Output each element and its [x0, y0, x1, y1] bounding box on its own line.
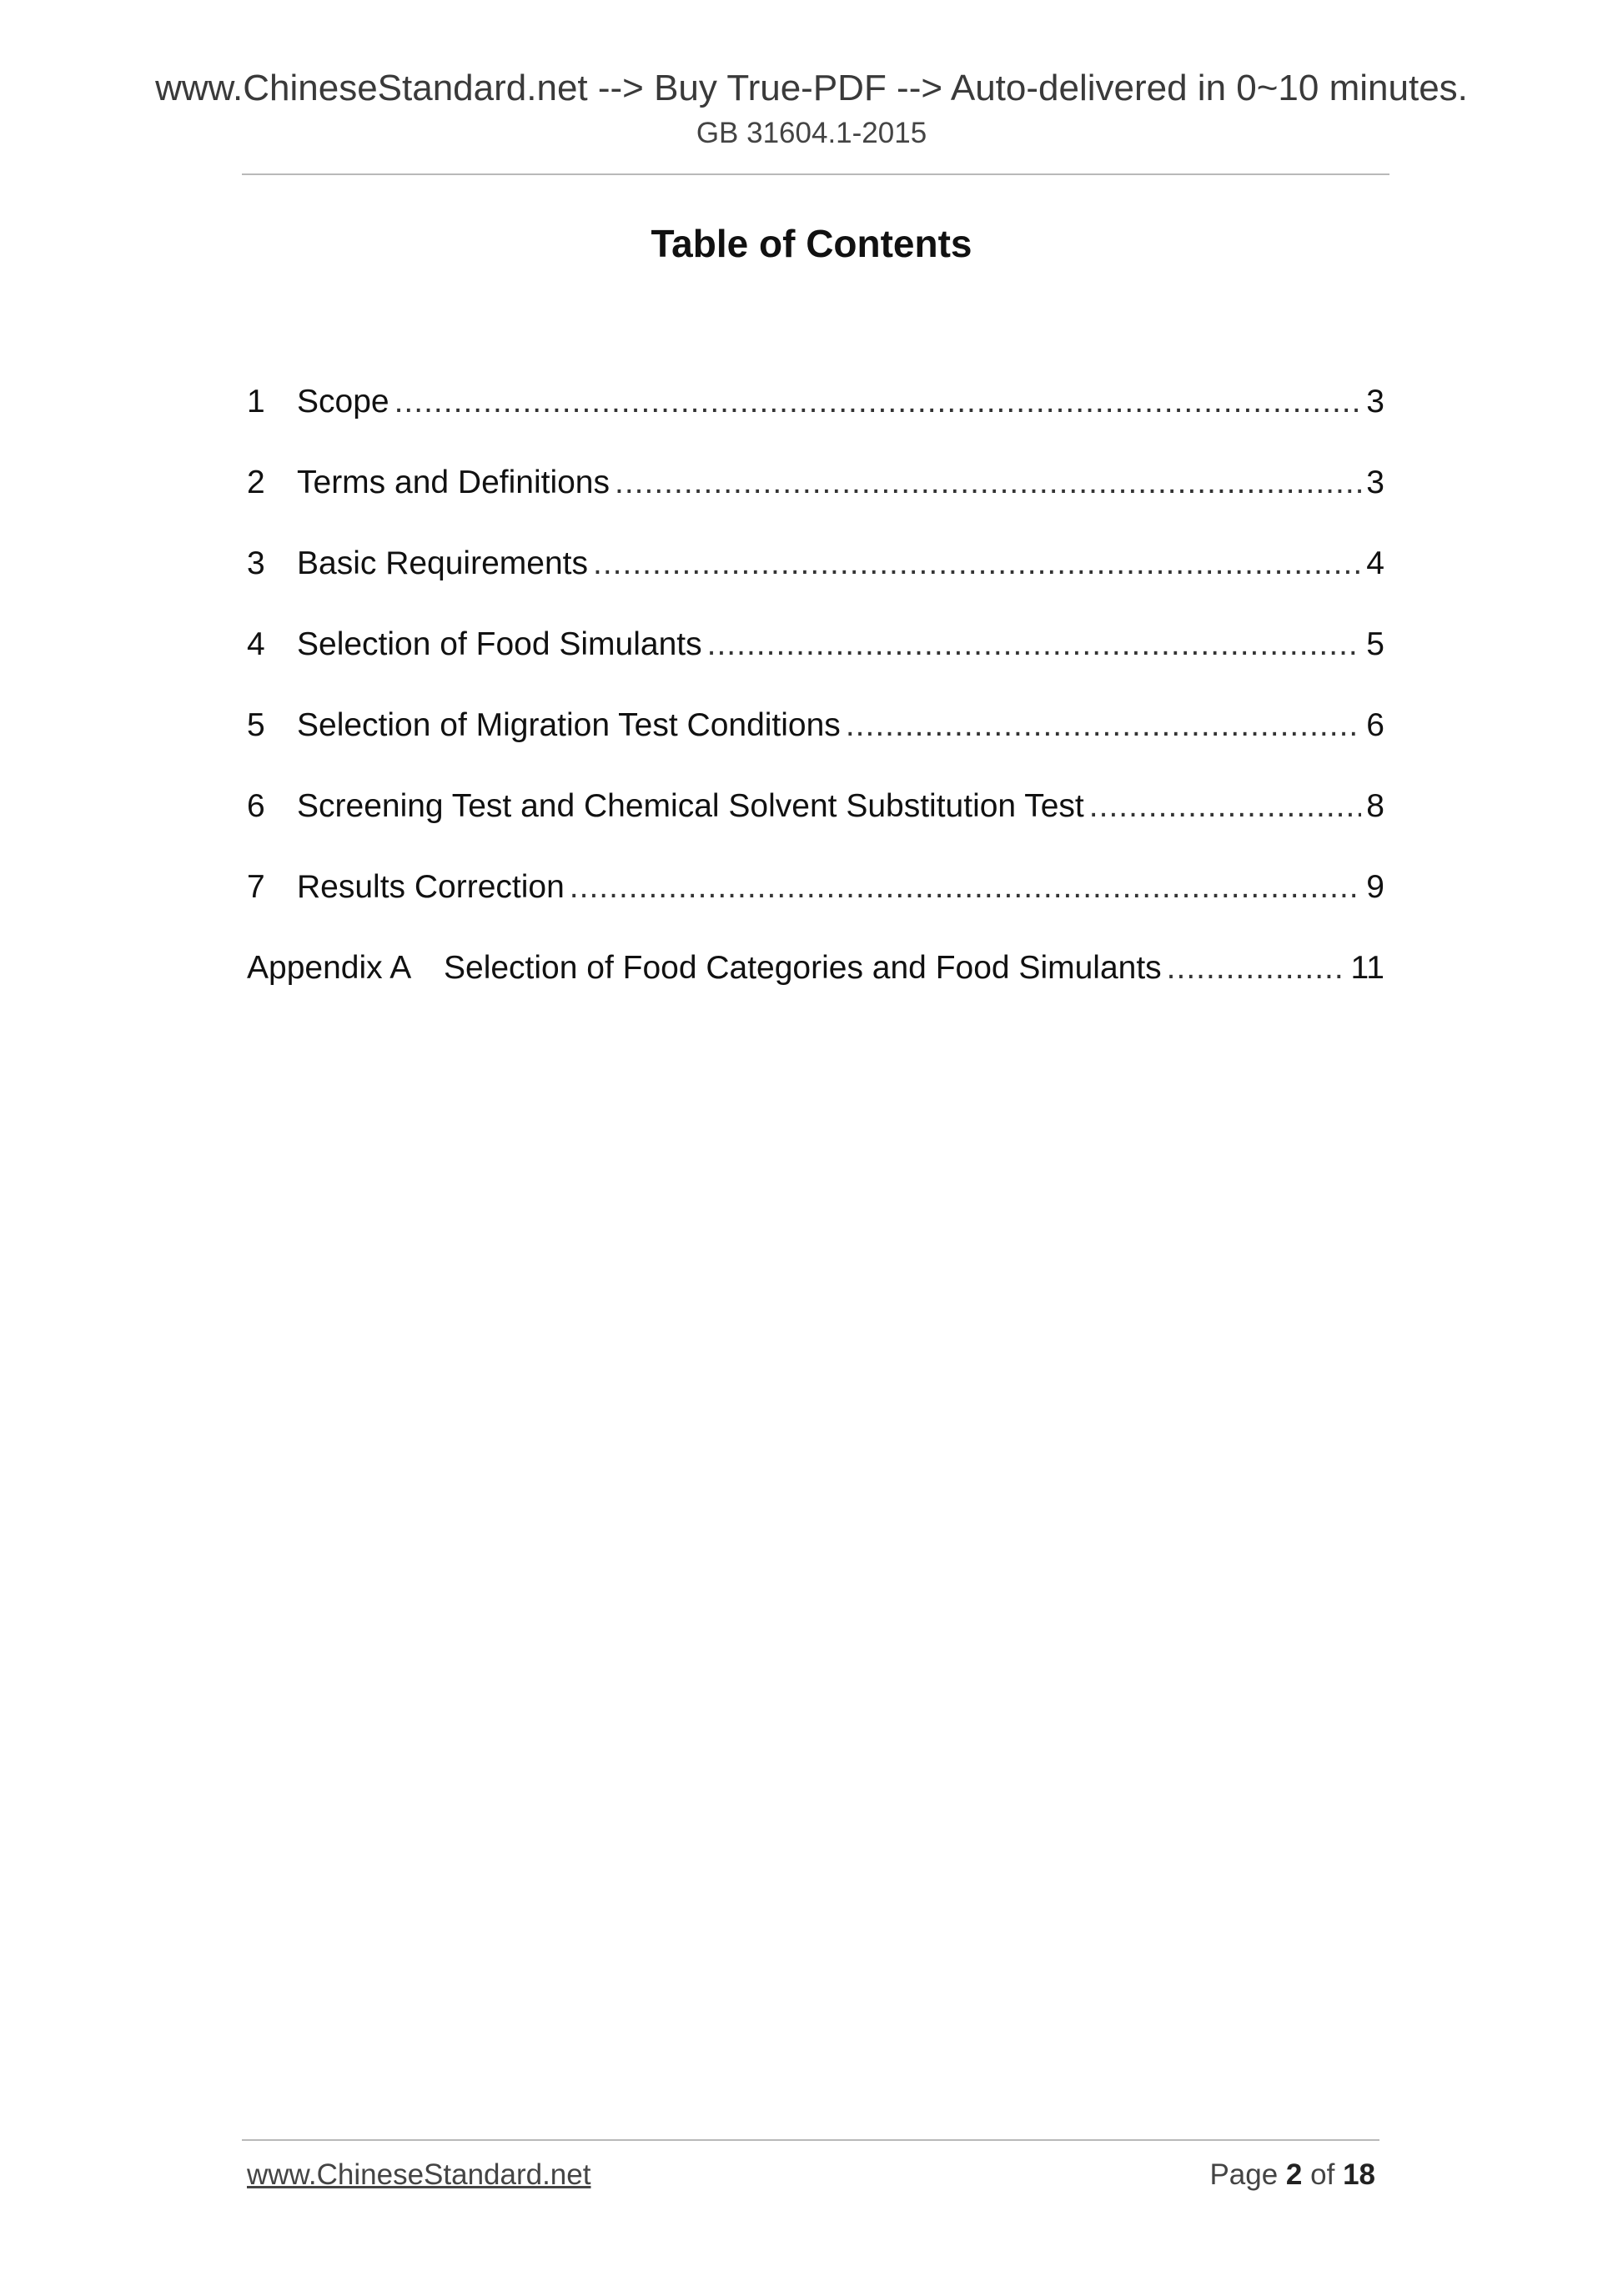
toc-entry-number: 5	[247, 707, 265, 743]
toc-entry-title: Selection of Food Categories and Food Simulants	[444, 950, 1162, 986]
toc-entry-title: Basic Requirements	[297, 545, 588, 581]
toc-dot-leader	[707, 620, 1362, 670]
toc-entry-scope[interactable]	[247, 377, 1384, 458]
toc-entry-number: 1	[247, 384, 265, 420]
toc-entry-page: 6	[1366, 707, 1384, 743]
toc-entry-title: Selection of Migration Test Conditions	[297, 707, 841, 743]
toc-dot-leader	[394, 377, 1362, 427]
toc-entry-number: Appendix A	[247, 950, 412, 986]
toc-entry-selection-of-migration-test-conditions[interactable]	[247, 701, 1384, 781]
toc-entry-results-correction[interactable]	[247, 862, 1384, 943]
toc-entry-number: 6	[247, 788, 265, 824]
toc-entry-page: 11	[1350, 950, 1384, 986]
toc-entry-number: 7	[247, 869, 265, 905]
toc-entry-title: Scope	[297, 384, 389, 420]
toc-entry-title: Selection of Food Simulants	[297, 626, 702, 662]
toc-entry-page: 8	[1366, 788, 1384, 824]
toc-dot-leader	[1167, 943, 1346, 993]
toc-entry-selection-of-food-simulants[interactable]	[247, 620, 1384, 701]
page-current: 2	[1285, 2158, 1303, 2191]
toc-entry-basic-requirements[interactable]	[247, 539, 1384, 620]
toc-entry-title: Terms and Definitions	[297, 465, 610, 500]
toc-entry-appendix-a[interactable]	[247, 943, 1384, 1024]
page-prefix: Page	[1209, 2158, 1279, 2191]
page-number	[1209, 2157, 1375, 2193]
page-total: 18	[1343, 2158, 1375, 2191]
footer-divider	[242, 2139, 1379, 2141]
header-divider	[242, 173, 1389, 175]
toc-entry-page: 9	[1366, 869, 1384, 905]
toc-entry-number: 3	[247, 545, 265, 581]
toc-entry-number: 2	[247, 465, 265, 500]
toc-entry-screening-test[interactable]	[247, 781, 1384, 862]
footer-website-link[interactable]: www.ChineseStandard.net	[247, 2158, 591, 2191]
toc-entry-terms-and-definitions[interactable]	[247, 458, 1384, 539]
toc-dot-leader	[570, 862, 1362, 912]
page-of: of	[1310, 2158, 1335, 2191]
header-banner: www.ChineseStandard.net --> Buy True-PDF --> Auto-delivered in 0~10 minutes.	[155, 68, 1468, 108]
toc-dot-leader	[846, 701, 1361, 751]
toc-entry-page: 4	[1366, 545, 1384, 581]
toc-entry-page: 5	[1366, 626, 1384, 662]
toc-dot-leader	[1089, 781, 1362, 831]
table-of-contents	[247, 377, 1384, 1024]
toc-entry-page: 3	[1366, 465, 1384, 500]
toc-entry-number: 4	[247, 626, 265, 662]
toc-entry-page: 3	[1366, 384, 1384, 420]
page-title: Table of Contents	[651, 222, 972, 265]
document-code: GB 31604.1-2015	[696, 117, 927, 149]
toc-dot-leader	[593, 539, 1361, 589]
toc-entry-title: Results Correction	[297, 869, 565, 905]
toc-entry-title: Screening Test and Chemical Solvent Substitution Test	[297, 788, 1084, 824]
toc-dot-leader	[615, 458, 1361, 508]
